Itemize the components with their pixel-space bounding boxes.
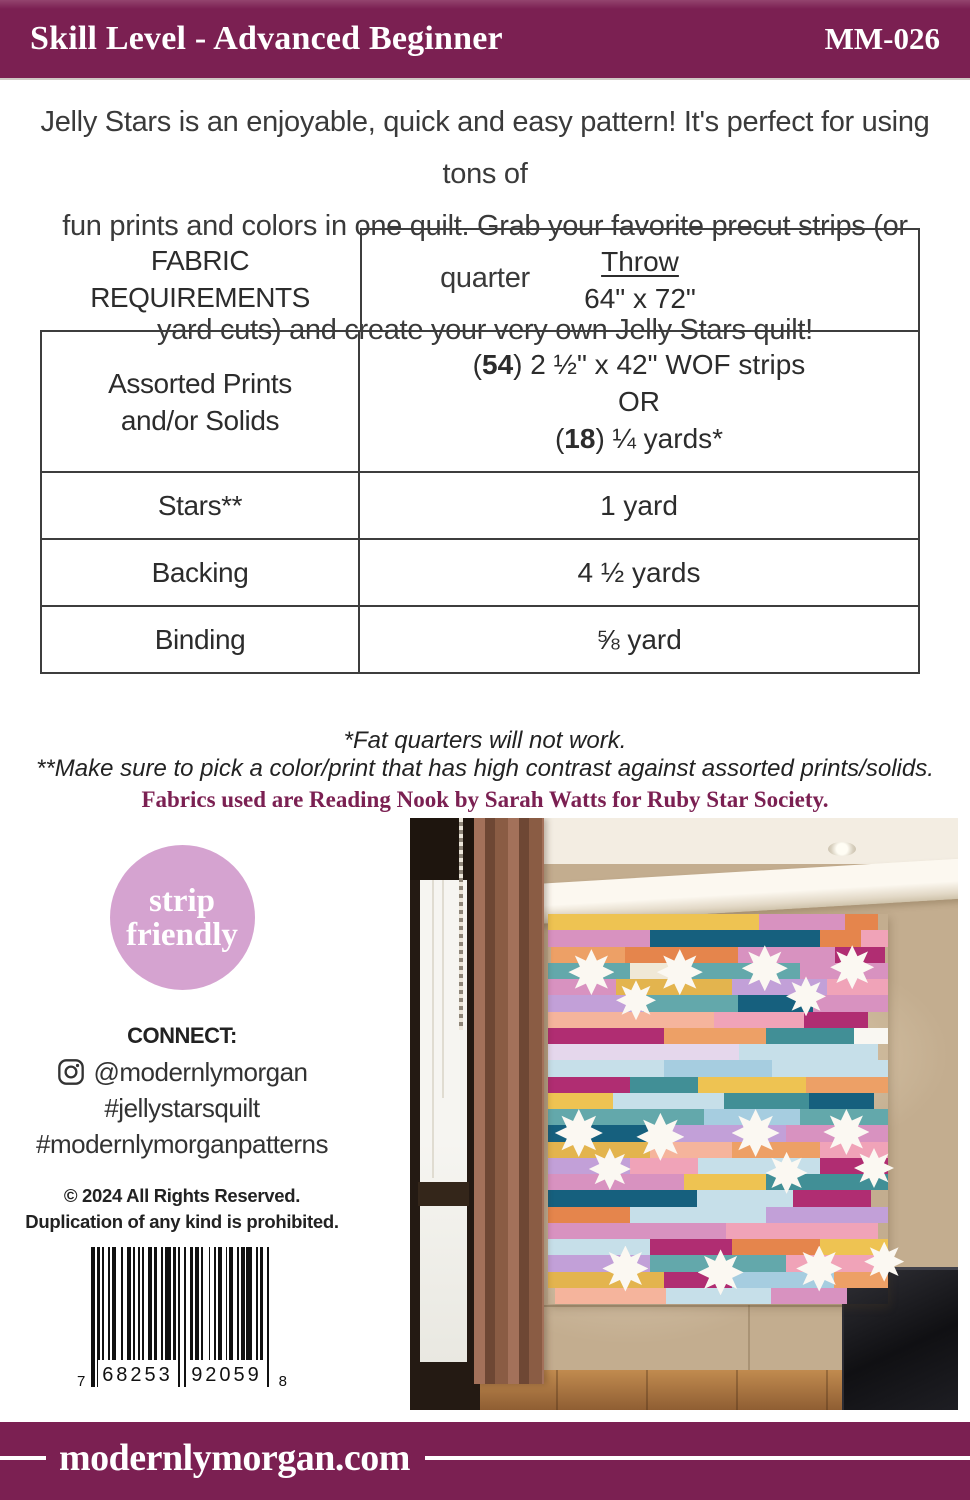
quilt-star [698, 1249, 744, 1295]
upc-barcode [77, 1247, 287, 1403]
table-row [42, 332, 918, 471]
instagram-handle: @modernlymorgan [93, 1056, 308, 1087]
footnote-contrast: **Make sure to pick a color/print that has high contrast against assorted prints/solids. [36, 755, 934, 782]
quilt-strip-row [548, 930, 888, 946]
quilt-strip-row [548, 914, 878, 930]
quilt-strip-row [548, 1044, 878, 1060]
quilt-strip-row [548, 1093, 874, 1109]
blind-chain [459, 818, 463, 1030]
fabric-row-value: ⅝ yard [596, 624, 682, 655]
badge-line2: friendly [126, 916, 238, 953]
fabric-row-value: (54) 2 ½" x 42" WOF strips OR (18) ¼ yards* [472, 349, 806, 454]
left-column [24, 845, 340, 1403]
fabric-row-value: 1 yard [600, 490, 678, 521]
duplication-line: Duplication of any kind is prohibited. [25, 1211, 339, 1232]
badge-line1: strip [149, 882, 215, 919]
footnote-fat-quarters: *Fat quarters will not work. [343, 727, 627, 754]
website-url: modernlymorgan.com [59, 1437, 410, 1479]
quilt-star [555, 1109, 603, 1157]
barcode-digit-right: 8 [278, 1373, 287, 1390]
quilt-strip-row [548, 1190, 871, 1206]
size-dimensions: 64" x 72" [584, 283, 696, 314]
quilt-star [636, 1113, 684, 1161]
quilt-photo [410, 818, 958, 1410]
footer-left-line [0, 1456, 46, 1460]
intro-paragraph: Jelly Stars is an enjoyable, quick and easy pattern! It's perfect for using tons of fun prints and colors in one quilt. Grab your favorite precut strips (or quarter yard cuts) and create your very own Jelly Stars quilt! [40, 106, 930, 346]
quilt-strip-row [548, 995, 888, 1011]
strip-friendly-badge [110, 845, 255, 990]
quilt-strip-row [548, 1239, 888, 1255]
recessed-light [828, 842, 856, 856]
fabric-requirements-title-line1: FABRIC [150, 245, 250, 276]
footer-right-line [425, 1456, 970, 1460]
quilt-strip-row [548, 1012, 868, 1028]
quilt-star [766, 1152, 808, 1194]
blind-cord [432, 878, 434, 1178]
fabric-row-label: Backing [42, 540, 360, 605]
table-header-size-cell [360, 228, 920, 330]
quilt-star [568, 949, 614, 995]
window [410, 818, 480, 1410]
quilt-star [589, 1148, 631, 1190]
quilt-star [823, 1109, 869, 1155]
top-banner [0, 0, 970, 80]
curtain [474, 818, 544, 1384]
quilt-star [786, 976, 826, 1016]
barcode-digit-left: 7 [77, 1373, 86, 1390]
footnotes [0, 727, 970, 813]
quilt-strip-row [548, 1077, 888, 1093]
table-row [42, 471, 918, 538]
quilt-star [742, 945, 788, 991]
quilt-star [732, 1109, 780, 1157]
pattern-number: MM-026 [824, 21, 940, 56]
jelly-stars-quilt [548, 914, 888, 1304]
quilt-strip-row [548, 1207, 888, 1223]
instagram-row [24, 1056, 340, 1088]
barcode-digits-group-right: 92059 [187, 1360, 266, 1387]
window-frame-bar [418, 1182, 469, 1206]
fabric-row-label: Binding [42, 607, 360, 672]
quilt-star [854, 1148, 894, 1188]
connect-heading: CONNECT: [127, 1023, 237, 1048]
quilt-star [796, 1246, 842, 1292]
quilt-star [616, 980, 656, 1020]
quilt-star [864, 1242, 904, 1282]
quilt-star [602, 1246, 648, 1292]
instagram-icon [57, 1058, 85, 1086]
skill-level-label: Skill Level - Advanced Beginner [30, 20, 503, 57]
fabric-requirements-table [40, 228, 920, 674]
barcode-digits-group-left: 68253 [98, 1360, 177, 1387]
size-title: Throw [601, 246, 679, 277]
hashtag-modernlymorganpatterns: #modernlymorganpatterns [36, 1129, 328, 1159]
fabrics-credit: Fabrics used are Reading Nook by Sarah Watts for Ruby Star Society. [141, 787, 829, 812]
wall-seam-vertical [748, 1305, 750, 1371]
quilt-star [657, 949, 703, 995]
table-header-left [40, 228, 360, 330]
fabric-row-value: 4 ½ yards [577, 557, 701, 588]
quilt-star [830, 945, 874, 989]
quilt-strip-row [555, 1288, 847, 1304]
quilt-strip-row [548, 1028, 888, 1044]
table-header-row [40, 228, 920, 330]
fabric-row-label: Assorted Prints and/or Solids [42, 332, 360, 471]
table-row [42, 538, 918, 605]
fabric-requirements-title-line2: REQUIREMENTS [90, 282, 310, 313]
fabric-table-body [40, 330, 920, 674]
hashtag-jellystarsquilt: #jellystarsquilt [104, 1093, 260, 1123]
fabric-row-label: Stars** [42, 473, 360, 538]
quilt-strip-row [548, 1060, 888, 1076]
footer-banner [0, 1422, 970, 1500]
blind-cord-2 [442, 878, 444, 1098]
quilt-strip-row [548, 1223, 878, 1239]
table-row [42, 605, 918, 672]
copyright-line: © 2024 All Rights Reserved. [63, 1185, 301, 1206]
